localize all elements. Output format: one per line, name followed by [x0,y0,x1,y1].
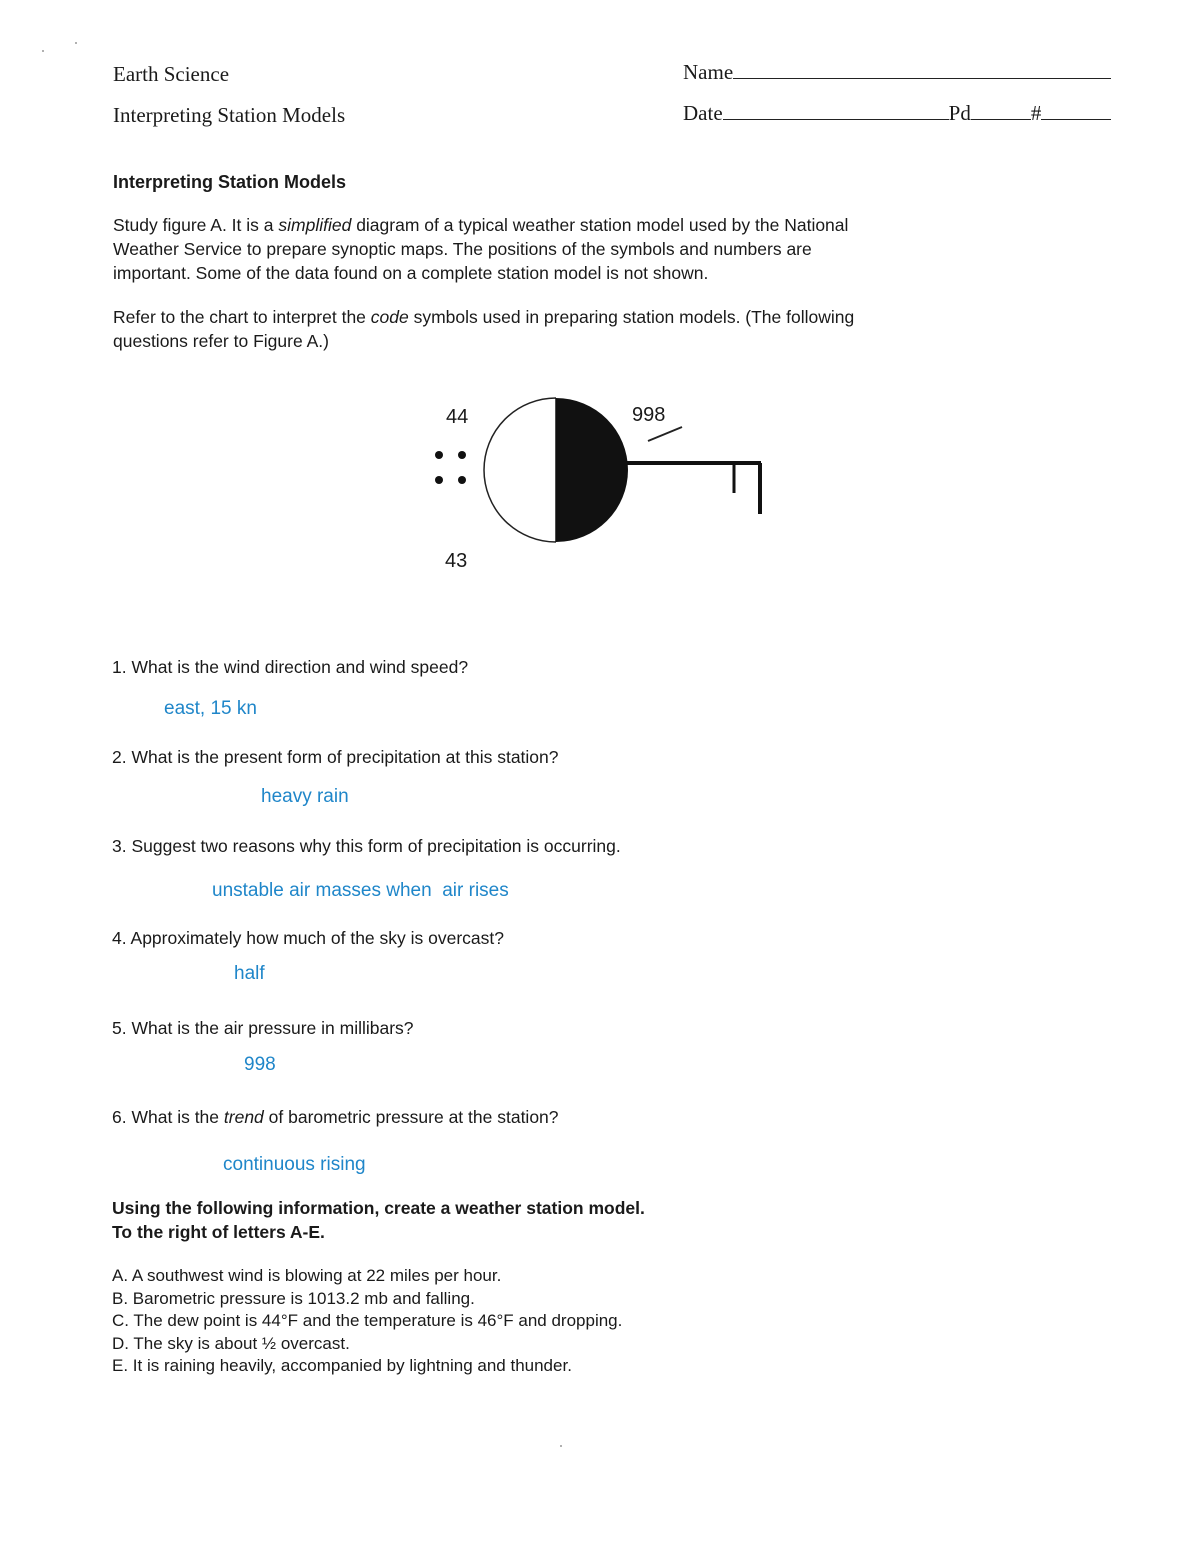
period-blank[interactable] [971,101,1031,120]
name-field[interactable] [683,60,1111,85]
answer-3[interactable]: unstable air masses when air rises [212,880,509,901]
question-4: 4. Approximately how much of the sky is overcast? [112,928,505,948]
intro-paragraph-2 [113,305,854,353]
question-3: 3. Suggest two reasons why this form of precipitation is occurring. [112,836,621,856]
task-item-e: E. It is raining heavily, accompanied by lightning and thunder. [112,1356,572,1375]
temperature-value: 44 [446,406,469,428]
station-model-figure [400,380,800,580]
answer-6[interactable]: continuous rising [223,1154,366,1175]
task-line-2: To the right of letters A-E. [112,1222,325,1242]
number-blank[interactable] [1041,101,1111,120]
answer-2[interactable]: heavy rain [261,786,349,807]
answer-1[interactable]: east, 15 kn [164,698,257,719]
worksheet-subtitle: Interpreting Station Models [113,103,346,127]
dew-point-value: 43 [445,550,468,572]
cloud-cover-half-icon [484,398,628,542]
intro2-line-2: questions refer to Figure A.) [113,331,329,351]
heavy-rain-icon [435,451,466,484]
name-label: Name [683,60,734,84]
wind-barb-icon [626,463,761,514]
task-item-c: C. The dew point is 44°F and the temperature is 46°F and dropping. [112,1311,623,1330]
task-instructions [112,1196,645,1244]
question-5: 5. What is the air pressure in millibars? [112,1018,414,1038]
task-item-b: B. Barometric pressure is 1013.2 mb and falling. [112,1288,475,1308]
question-1: 1. What is the wind direction and wind speed? [112,657,469,677]
task-item-d: D. The sky is about ½ overcast. [112,1333,350,1353]
question-2: 2. What is the present form of precipitation at this station? [112,747,559,767]
task-list [112,1265,622,1378]
intro2-line-1: Refer to the chart to interpret the code symbols used in preparing station models. (The following [113,307,855,327]
name-blank[interactable] [733,60,1111,79]
date-row [683,101,1111,126]
date-label: Date [683,101,723,125]
scan-speck [42,50,44,52]
number-label: # [1030,101,1042,125]
intro-line-1: Study figure A. It is a simplified diagram of a typical weather station model used by the National [113,215,849,235]
intro-line-3: important. Some of the data found on a complete station model is not shown. [113,263,709,283]
section-title: Interpreting Station Models [113,172,347,192]
date-blank[interactable] [723,101,949,120]
period-label: Pd [948,101,971,125]
task-item-a: A. A southwest wind is blowing at 22 miles per hour. [112,1266,502,1285]
answer-5[interactable]: 998 [244,1054,276,1075]
task-line-1: Using the following information, create a weather station model. [112,1198,645,1218]
answer-4[interactable]: half [234,963,265,984]
pressure-trend-line [648,427,682,441]
intro-line-2: Weather Service to prepare synoptic maps. The positions of the symbols and numbers are [113,239,812,259]
scan-speck [560,1445,562,1447]
pressure-value: 998 [632,404,666,426]
scan-speck [75,42,77,44]
intro-paragraph-1 [113,213,848,285]
question-6: 6. What is the trend of barometric pressure at the station? [112,1107,559,1127]
course-title: Earth Science [113,62,230,86]
